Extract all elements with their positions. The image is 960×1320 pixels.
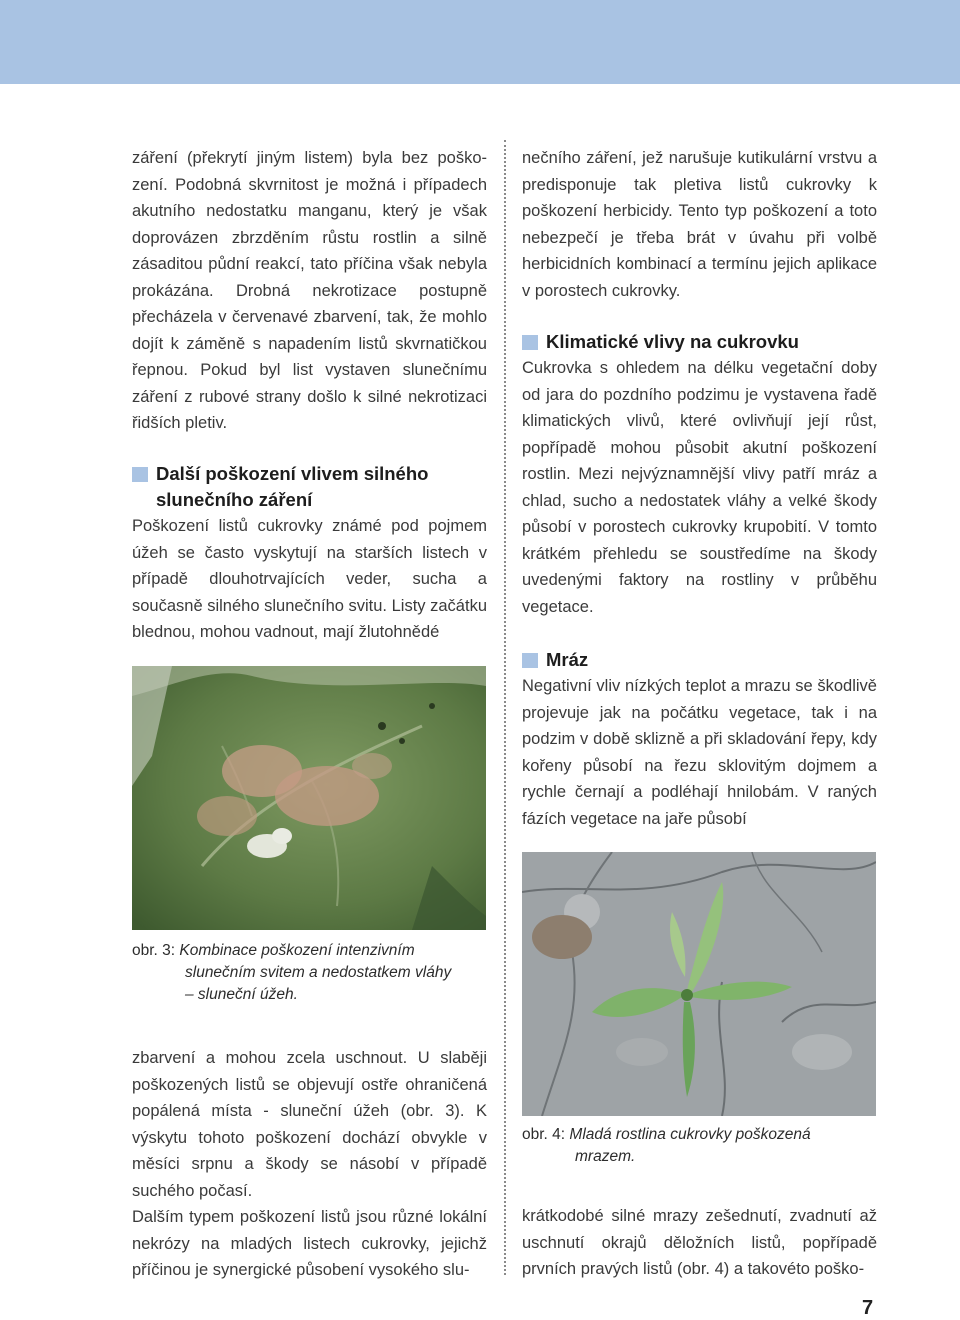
caption-line: Mladá rostlina cukrovky poškozená (569, 1126, 811, 1143)
heading-line: Další poškození vlivem silného (156, 463, 429, 484)
right-column-bottom (522, 1203, 877, 1283)
left-column-top (132, 145, 487, 437)
section-heading (522, 647, 877, 673)
caption-line: – sluneční úžeh. (185, 986, 298, 1003)
column-divider (504, 140, 506, 1275)
heading-square-icon (522, 653, 538, 668)
caption-label: obr. 4: (522, 1126, 566, 1143)
left-column-bottom (132, 1045, 487, 1284)
paragraph: záření (překrytí jiným listem) byla bez poško-zení. Podobná skvrnitost je možná i případech akutního nedostatku manganu, který je však doprovázen zbrzděním růstu rostlin a silně zásaditou půdní reakcí, tato příčina však nebyla prokázána. Drobná nekrotizace postupně přecházela v červenavé zbarvení, tak, že mohlo dojít k záměně s napadením listů skvrnatičkou řepnou. Pokud byl list vystaven slunečnímu záření z rubové strany došlo k silné nekrotizaci řidších pletiv. (132, 149, 487, 432)
page-number: 7 (862, 1297, 874, 1319)
right-column-top (522, 145, 877, 304)
heading-text: Klimatické vlivy na cukrovku (546, 331, 799, 352)
caption-line: mrazem. (575, 1148, 636, 1165)
photo-frost-seedling (522, 852, 876, 1116)
paragraph: Poškození listů cukrovky známé pod pojmem úžeh se často vyskytují na starších listech v případě dlouhotrvajících veder, sucha a současně silného slunečního svitu. Listy začátku blednou, mohou vadnout, mají žlutohnědé (132, 517, 487, 641)
heading-square-icon (522, 335, 538, 350)
paragraph: zbarvení a mohou zcela uschnout. U slaběji poškozených listů se objevují ostře ohraničená popálená místa - sluneční úžeh (obr. 3). K výskytu tohoto poškození dochází obvykle v měsíci srpnu a škody se násobí v případě suchého počasí. (132, 1049, 487, 1200)
heading-square-icon (132, 467, 148, 482)
paragraph: nečního záření, jež narušuje kutikulární vrstvu a predisponuje tak pletiva listů cukrovky k poškození herbicidy. Tento typ poškození a toto nebezpečí je třeba brát v úvahu při volbě herbicidních kombinací a termínu jejich aplikace v porostech cukrovky. (522, 149, 877, 300)
paragraph: Negativní vliv nízkých teplot a mrazu se škodlivě projevuje jak na počátku vegetace, tak i na podzim v době sklizně a při skladování řepy, kdy kořeny působí na řezu sklovitým dojmem a rychle černají a podléhají hnilobám. V raných fázích vegetace na jaře působí (522, 677, 877, 828)
caption-line: Kombinace poškození intenzivním (179, 942, 415, 959)
section-sun-damage (132, 461, 487, 646)
figure-4-caption (522, 1124, 882, 1168)
paragraph: Cukrovka s ohledem na délku vegetační doby od jara do pozdního podzimu je vystavena řadě klimatických vlivů, které ovlivňují její růst, popřípadě mohou působit akutní poškození rostlin. Mezi nejvýznamnější vlivy patří mráz a chlad, sucho a nedostatek vláhy a velké škody působí v porostech cukrovky krupobití. V tomto krátkém přehledu se soustředíme na škody uvedenými faktory na rostliny v průběhu vegetace. (522, 359, 877, 616)
heading-text: Mráz (546, 649, 589, 670)
section-heading (132, 461, 487, 513)
section-heading (522, 329, 877, 355)
paragraph: Dalším typem poškození listů jsou různé lokální nekrózy na mladých listech cukrovky, jejichž příčinou je synergické působení vysokého slu- (132, 1208, 487, 1279)
caption-line: slunečním svitem a nedostatkem vláhy (185, 964, 452, 981)
photo-sunburn-leaf (132, 666, 486, 930)
paragraph: krátkodobé silné mrazy zešednutí, zvadnutí až uschnutí okrajů děložních listů, popřípadě prvních pravých listů (obr. 4) a takovéto poško- (522, 1207, 877, 1278)
section-frost (522, 647, 877, 832)
header-band (0, 0, 960, 84)
heading-line: slunečního záření (156, 489, 313, 510)
figure-3-caption (132, 940, 492, 1006)
section-climate (522, 329, 877, 620)
caption-label: obr. 3: (132, 942, 176, 959)
